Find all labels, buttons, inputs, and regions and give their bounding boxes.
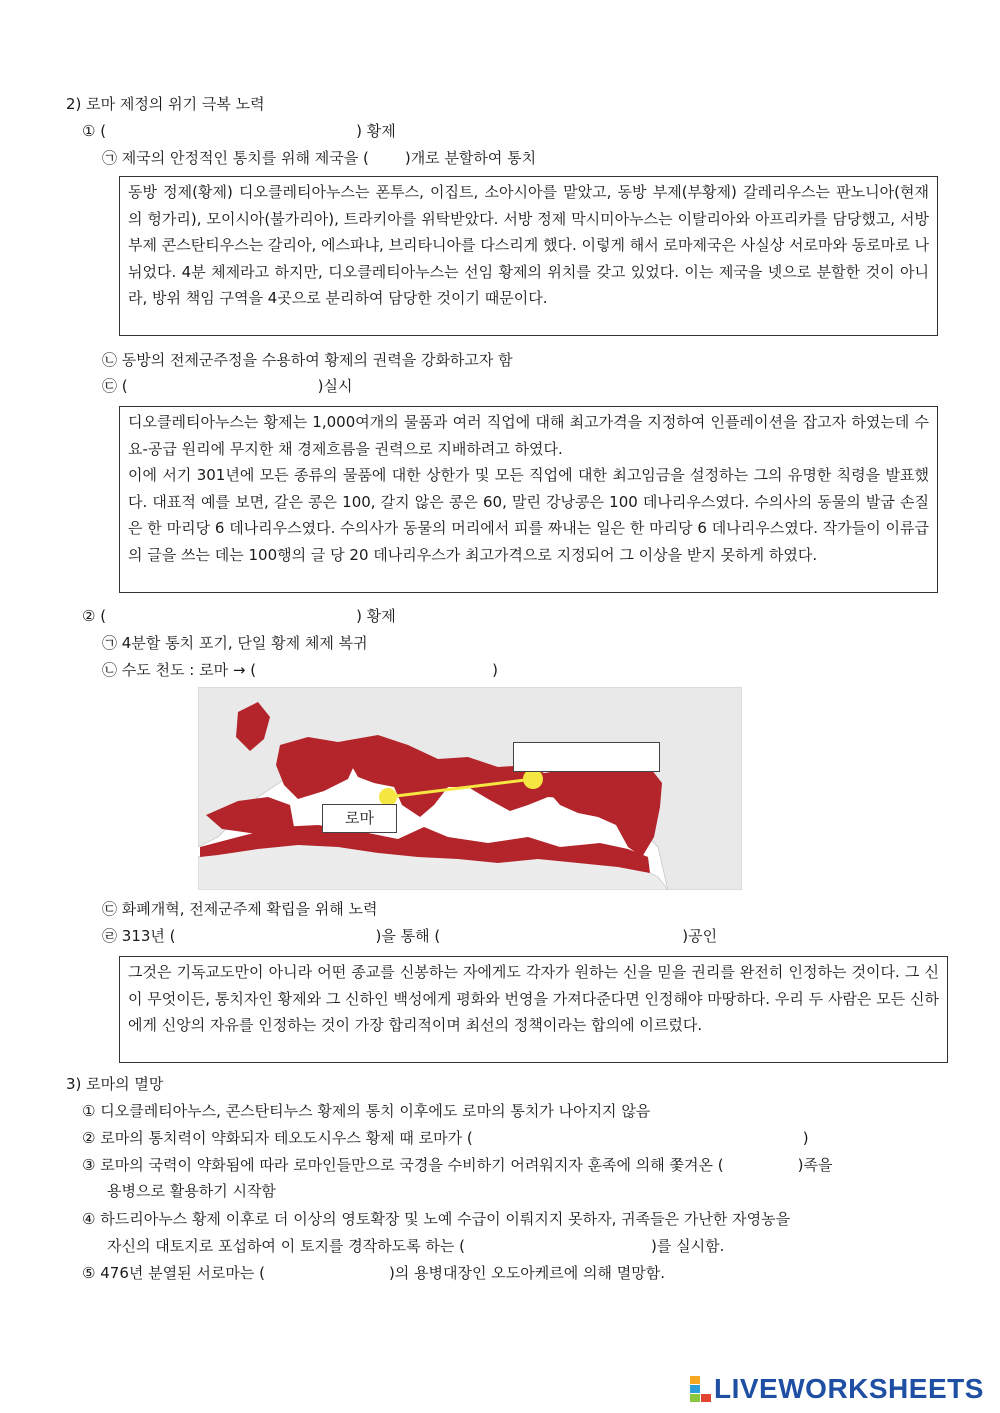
fall-item-1 [82, 1100, 650, 1122]
sub-2b [102, 659, 498, 681]
liveworksheets-logo [690, 1372, 984, 1406]
edict-quote-text: 그것은 기독교도만이 아니라 어떤 종교를 신봉하는 자에게도 각자가 원하는 신을 믿을 권리를 완전히 인정하는 것이다. 그 신이 무엇이든, 통치자인 황제와 그 신하인 백성에게 평화와 번영을 가져다준다면 인정해야 마땅하다. 우리 두 사람은 모든 신하에게 신앙의 자유를 인정하는 것이 가장 합리적이며 최선의 정책이라는 합의에 이르렀다. [128, 963, 939, 1035]
logo-text: LIVEWORKSHEETS [714, 1373, 984, 1404]
fall-item-3-post: )족을 [797, 1156, 833, 1174]
logo-blocks-icon [690, 1376, 712, 1402]
division-answer-field[interactable] [473, 1129, 803, 1149]
fall-item-4-marker: ④ [82, 1210, 96, 1228]
sub-2a-text: 4분할 통치 포기, 단일 황제 체제 복귀 [121, 634, 368, 652]
fall-item-4-pre: 자신의 대토지로 포섭하여 이 토지를 경작하도록 하는 ( [107, 1237, 466, 1255]
price-edict-text-2: 이에 서기 301년에 모든 종류의 물품에 대한 상한가 및 모든 직업에 대한 최고임금을 설정하는 그의 유명한 칙령을 발표했다. 대표적 예를 보면, 갈은 콩은 100, 갈지 않은 콩은 60, 말린 강낭콩은 100 데나리우스였다. 수의사의 동물의 발굽 손질은 한 마리당 6 데나리우스였다. 수의사가 동물의 머리에서 피를 짜내는 일은 한 마리당 6 데나리우스였다. 작가들이 이류급의 글을 쓰는 데는 100행의 글 당 20 데나리우스가 최고가격으로 지정되어 그 이상을 받지 못하게 하였다. [128, 466, 929, 564]
price-edict-text-1: 디오클레티아누스는 황제는 1,000여개의 물품과 여러 직업에 대해 최고가격을 지정하여 인플레이션을 잡고자 하였는데 수요-공급 원리에 무지한 채 경제흐름을 권력으로 지배하려고 하였다. [128, 413, 929, 458]
sub-2b-text: 수도 천도 : 로마 → ( [121, 661, 257, 679]
section-2-title: 2) 로마 제정의 위기 극복 노력 [66, 95, 265, 113]
fall-item-5-marker: ⑤ [82, 1264, 96, 1282]
tetrarchy-quote-box [119, 176, 938, 336]
emperor-2-answer-field[interactable] [106, 607, 356, 627]
sub-1c-marker: ㉢ [102, 377, 118, 395]
sub-2b-close: ) [492, 661, 498, 679]
sub-1c [102, 375, 353, 397]
fall-item-2-marker: ② [82, 1129, 96, 1147]
sub-1b-marker: ㉡ [102, 351, 118, 369]
sub-2d-mid: )을 통해 ( [375, 927, 441, 945]
religion-answer-field[interactable] [440, 927, 682, 947]
item-1 [82, 120, 396, 142]
fall-item-4-post: )를 실시함. [651, 1237, 725, 1255]
sub-1b [102, 349, 513, 371]
fall-item-4-line2 [107, 1235, 724, 1257]
tribe-answer-field[interactable] [724, 1156, 798, 1176]
edict-answer-field[interactable] [176, 927, 376, 947]
item-2 [82, 605, 396, 627]
constantinople-dot [523, 769, 543, 789]
sub-2d [102, 925, 717, 947]
fall-item-1-marker: ① [82, 1102, 96, 1120]
sub-2a-marker: ㉠ [102, 634, 118, 652]
price-edict-quote-box [119, 406, 938, 593]
new-capital-answer-field[interactable] [256, 661, 492, 681]
sub-1a [102, 147, 536, 169]
tetrarchy-quote-text: 동방 정제(황제) 디오클레티아누스는 폰투스, 이집트, 소아시아를 맡았고, 동방 부제(부황제) 갈레리우스는 판노니아(현재의 헝가리), 모이시아(불가리아), 트라키아를 위탁받았다. 서방 정제 막시미아누스는 이탈리아와 아프리카를 담당했고, 서방 부제 콘스탄티우스는 갈리아, 에스파냐, 브리타니아를 다스리게 했다. 이렇게 해서 로마제국은 사실상 서로마와 동로마로 나뉘었다. 4분 체제라고 하지만, 디오클레티아누스는 선임 황제의 위치를 갖고 있었다. 이는 제국을 넷으로 분할한 것이 아니라, 방위 책임 구역을 4곳으로 분리하여 담당한 것이기 때문이다. [128, 183, 929, 308]
new-capital-map-label-box[interactable] [513, 742, 660, 772]
fall-item-5-post: )의 용병대장인 오도아케르에 의해 멸망함. [388, 1264, 665, 1282]
division-count-answer-field[interactable] [369, 149, 405, 169]
fall-item-5-text: 476년 분열된 서로마는 ( [100, 1264, 265, 1282]
item-1-close: ) 황제 [356, 122, 396, 140]
fall-item-4 [82, 1208, 790, 1230]
fall-item-4-line1: 하드리아누스 황제 이후로 더 이상의 영토확장 및 노예 수급이 이뤄지지 못하자, 귀족들은 가난한 자영농을 [100, 1210, 791, 1228]
item-2-open: ( [100, 607, 107, 625]
item-2-close: ) 황제 [356, 607, 396, 625]
roman-empire-map [198, 687, 742, 890]
map-svg [198, 687, 742, 890]
fall-item-3-marker: ③ [82, 1156, 96, 1174]
sub-2d-post: )공인 [682, 927, 718, 945]
fall-item-2-text: 로마의 통치력이 약화되자 테오도시우스 황제 때 로마가 ( [100, 1129, 473, 1147]
policy-answer-field[interactable] [128, 377, 318, 397]
sub-2c-text: 화폐개혁, 전제군주제 확립을 위해 노력 [121, 900, 378, 918]
fall-item-1-text: 디오클레티아누스, 콘스탄티누스 황제의 통치 이후에도 로마의 통치가 나아지지 않음 [100, 1102, 651, 1120]
sub-2d-marker: ㉣ [102, 927, 118, 945]
fall-item-3-line2: 용병으로 활용하기 시작함 [107, 1182, 276, 1200]
fall-item-2 [82, 1127, 809, 1149]
colonate-answer-field[interactable] [465, 1237, 651, 1257]
sub-2c [102, 898, 377, 920]
fall-item-3 [82, 1154, 833, 1176]
sub-2b-marker: ㉡ [102, 661, 118, 679]
edict-quote-box [119, 956, 948, 1063]
sub-1a-text: 제국의 안정적인 통치를 위해 제국을 ( [121, 149, 369, 167]
sub-1c-open: ( [121, 377, 128, 395]
fall-item-5 [82, 1262, 665, 1284]
sub-1c-close: )실시 [317, 377, 353, 395]
section-3-title: 3) 로마의 멸망 [66, 1075, 164, 1093]
germanic-answer-field[interactable] [265, 1264, 389, 1284]
sub-2a [102, 632, 368, 654]
fall-item-3-text: 로마의 국력이 약화됨에 따라 로마인들만으로 국경을 수비하기 어려워지자 훈족에 의해 쫓겨온 ( [100, 1156, 724, 1174]
item-2-marker: ② [82, 607, 96, 625]
item-1-open: ( [100, 122, 107, 140]
sub-1a-marker: ㉠ [102, 149, 118, 167]
sub-1a-text-end: )개로 분할하여 통치 [404, 149, 537, 167]
rome-map-label: 로마 [322, 804, 397, 833]
sub-1b-text: 동방의 전제군주정을 수용하여 황제의 권력을 강화하고자 함 [121, 351, 513, 369]
emperor-1-answer-field[interactable] [106, 122, 356, 142]
sub-2c-marker: ㉢ [102, 900, 118, 918]
item-1-marker: ① [82, 122, 96, 140]
sub-2d-year: 313년 ( [121, 927, 176, 945]
fall-item-2-close: ) [802, 1129, 809, 1147]
